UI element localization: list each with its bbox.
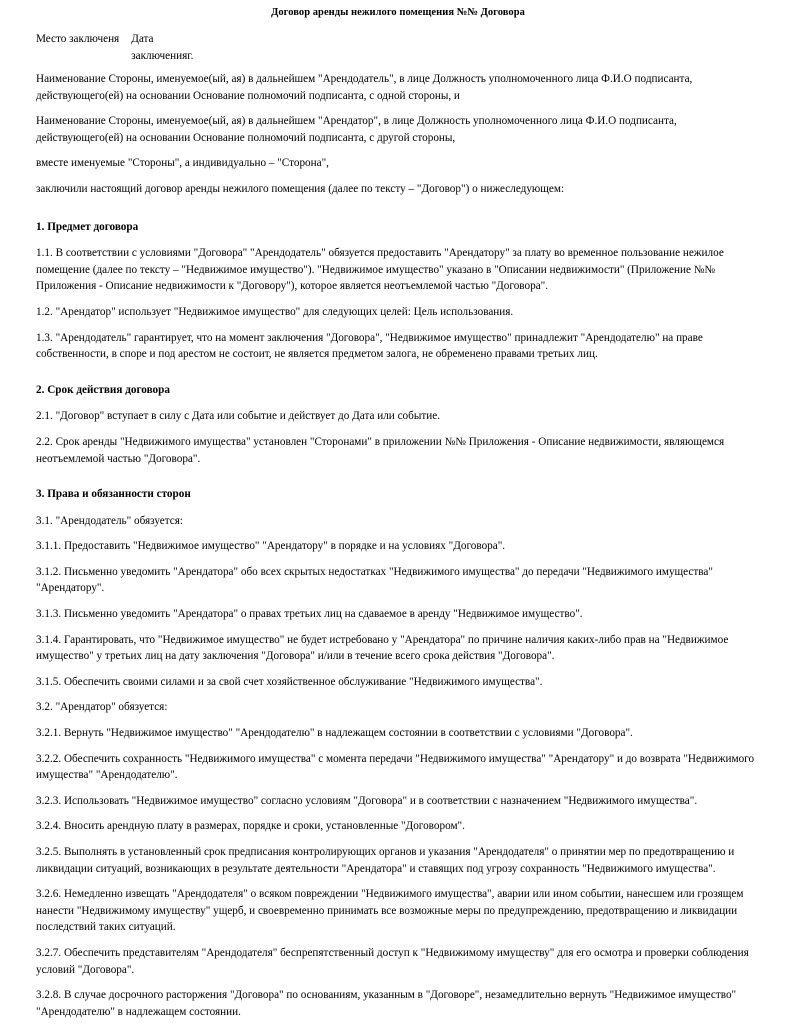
clause-paragraph: 3.2.1. Вернуть "Недвижимое имущество" "Арендодателю" в надлежащем состоянии в соответствии с условиями "Договора".: [36, 727, 633, 740]
preamble-paragraph: Наименование Стороны, именуемое(ый, ая) в дальнейшем "Арендодатель", в лице Должность уполномоченного лица Ф.И.О подписанта, действующего(ей) на основании Основание полномочий подписанта, с одной стороны, и: [36, 73, 693, 102]
clause-paragraph: 3.2.2. Обеспечить сохранность "Недвижимого имущества" с момента передачи "Недвижимого имущества" "Арендатору" и до возврата "Недвижимого имущества" "Арендодателю".: [36, 752, 755, 782]
place-and-date-row: [36, 31, 760, 65]
clause-paragraph: 3.2.6. Немедленно извещать "Арендодателя" о всяком повреждении "Недвижимого имущества", аварии или ином событии, нанесшем или грозящем нанести "Недвижимому имуществу" ущерб, и своевременно принимать все возможные меры по предупреждению, предотвращению и ликвидации последствий таких ситуаций.: [36, 888, 744, 934]
section-heading-1: 1. Предмет договора: [36, 220, 139, 233]
date-of-conclusion: [131, 31, 193, 65]
preamble-paragraph: вместе именуемые "Стороны", а индивидуально – "Сторона",: [36, 157, 329, 170]
preamble-paragraph: заключили настоящий договор аренды нежилого помещения (далее по тексту – "Договор") о нижеследующем:: [36, 182, 565, 195]
preamble-paragraph: Наименование Стороны, именуемое(ый, ая) в дальнейшем "Арендатор", в лице Должность уполномоченного лица Ф.И.О подписанта, действующего(ей) на основании Основание полномочий подписанта, с другой стороны,: [36, 115, 677, 144]
section-heading-2: 2. Срок действия договора: [36, 383, 170, 396]
clause-paragraph: 3.2. "Арендатор" обязуется:: [36, 701, 168, 714]
clause-paragraph: 3.1.1. Предоставить "Недвижимое имущество" "Арендатору" в порядке и на условиях "Договора".: [36, 540, 506, 553]
clause-paragraph: 1.2. "Арендатор" использует "Недвижимое имущество" для следующих целей: Цель использования.: [36, 305, 514, 318]
clause-paragraph: 3.1.4. Гарантировать, что "Недвижимое имущество" не будет истребовано у "Арендатора" по причине наличия каких-либо прав на "Недвижимое имущество" у третьих лиц на дату заключения "Договора" и/или в течение всего срока действия "Договора".: [36, 633, 729, 663]
document-title: Договор аренды нежилого помещения №№ Договора: [271, 7, 525, 18]
place-of-conclusion: Место заключеня: [36, 33, 120, 45]
document-header-block: [36, 31, 760, 65]
clause-paragraph: 3.2.7. Обеспечить представителям "Арендодателя" беспрепятственный доступ к "Недвижимому имуществу" для его осмотра и проверки соблюдения условий "Договора".: [36, 946, 749, 976]
clause-paragraph: 1.3. "Арендодатель" гарантирует, что на момент заключения "Договора", "Недвижимое имущество" принадлежит "Арендодателю" на праве собственности, в споре и под арестом не состоит, не является предметом залога, не обременено правами третьих лиц.: [36, 331, 703, 361]
date-of-conclusion-line1: Дата: [131, 33, 154, 45]
clause-paragraph: 3.1.5. Обеспечить своими силами и за свой счет хозяйственное обслуживание "Недвижимого имущества".: [36, 675, 543, 688]
clause-paragraph: 3.1.2. Письменно уведомить "Арендатора" обо всех скрытых недостатках "Недвижимого имущества" до передачи "Недвижимого имущества" "Арендатору".: [36, 565, 713, 595]
clause-paragraph: 3.2.4. Вносить арендную плату в размерах, порядке и сроки, установленные "Договором".: [36, 820, 465, 833]
clause-paragraph: 3.1.3. Письменно уведомить "Арендатора" о правах третьих лиц на сдаваемое в аренду "Недвижимое имущество".: [36, 608, 583, 621]
clause-paragraph: 2.1. "Договор" вступает в силу с Дата или событие и действует до Дата или событие.: [36, 410, 440, 423]
clause-paragraph: 1.1. В соответствии с условиями "Договора" "Арендодатель" обязуется предоставить "Арендатору" за плату во временное пользование нежилое помещение (далее по тексту – "Недвижимое имущество"). "Недвижимое имущество" указано в "Описании недвижимости" (Приложение №№ Приложения - Описание недвижимости к "Договору"), которое является неотъемлемой частью "Договора".: [36, 247, 724, 293]
clause-paragraph: 3.2.3. Использовать "Недвижимое имущество" согласно условиям "Договора" и в соответствии с назначением "Недвижимого имущества".: [36, 794, 698, 807]
section-heading-3: 3. Права и обязанности сторон: [36, 488, 191, 501]
clause-paragraph: 3.2.5. Выполнять в установленный срок предписания контролирующих органов и указания "Арендодателя" о принятии мер по предотвращению и ликвидации ситуаций, возникающих в результате деятельности "Арендатора" и ставящих под угрозу сохранность "Недвижимого имущества".: [36, 846, 735, 875]
date-of-conclusion-line2: заключенияг.: [131, 50, 194, 62]
clause-paragraph: 3.2.8. В случае досрочного расторжения "Договора" по основаниям, указанным в "Договоре", незамедлительно вернуть "Недвижимое имущество" "Арендодателю" в надлежащем состоянии.: [36, 989, 737, 1018]
clause-paragraph: 3.1. "Арендодатель" обязуется:: [36, 514, 183, 527]
clause-paragraph: 2.2. Срок аренды "Недвижимого имущества" установлен "Сторонами" в приложении №№ Приложения - Описание недвижимости, являющемся неотъемлемой частью "Договора".: [36, 435, 725, 465]
